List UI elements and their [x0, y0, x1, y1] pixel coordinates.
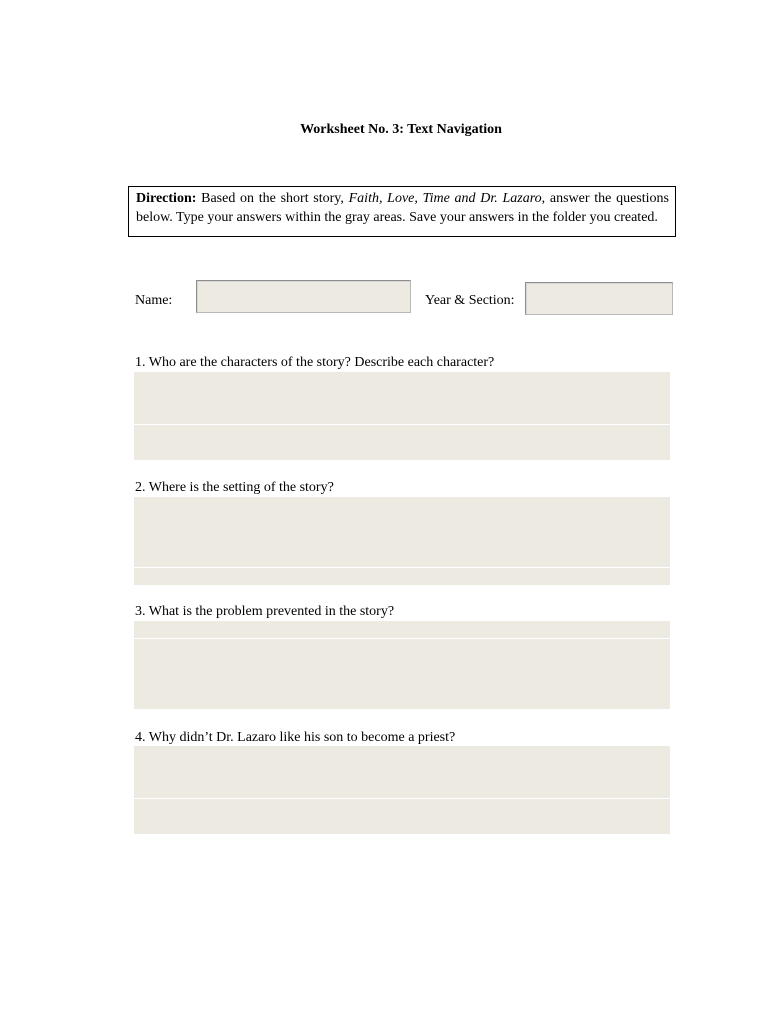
question-1-answer-area[interactable]: [134, 372, 670, 424]
question-2-answer-area-extra[interactable]: [134, 568, 670, 585]
name-field[interactable]: [196, 280, 411, 313]
direction-text-after: , answer the questions below. Type your answers within the gray areas. Save your answers in the folder you created.: [136, 191, 669, 225]
question-3-answer-area-extra[interactable]: [134, 639, 670, 709]
question-1-answer-area-extra[interactable]: [134, 425, 670, 460]
direction-box: [128, 186, 676, 237]
name-label: Name:: [135, 293, 173, 308]
year-section-label: Year & Section:: [425, 293, 515, 308]
question-3-text: 3. What is the problem prevented in the story?: [135, 604, 395, 619]
question-2-answer-area[interactable]: [134, 497, 670, 567]
direction-text-before: Based on the short story,: [196, 191, 349, 206]
question-4-answer-area[interactable]: [134, 746, 670, 798]
direction-label: Direction:: [136, 191, 197, 206]
question-3-answer-area[interactable]: [134, 621, 670, 638]
question-4-answer-area-extra[interactable]: [134, 799, 670, 834]
question-1-text: 1. Who are the characters of the story? Describe each character?: [135, 355, 495, 370]
story-title: Faith, Love, Time and Dr. Lazaro: [348, 191, 542, 206]
question-4-text: 4. Why didn’t Dr. Lazaro like his son to become a priest?: [135, 730, 456, 745]
year-section-field[interactable]: [525, 282, 673, 315]
question-2-text: 2. Where is the setting of the story?: [135, 480, 334, 495]
worksheet-title: Worksheet No. 3: Text Navigation: [300, 122, 502, 137]
